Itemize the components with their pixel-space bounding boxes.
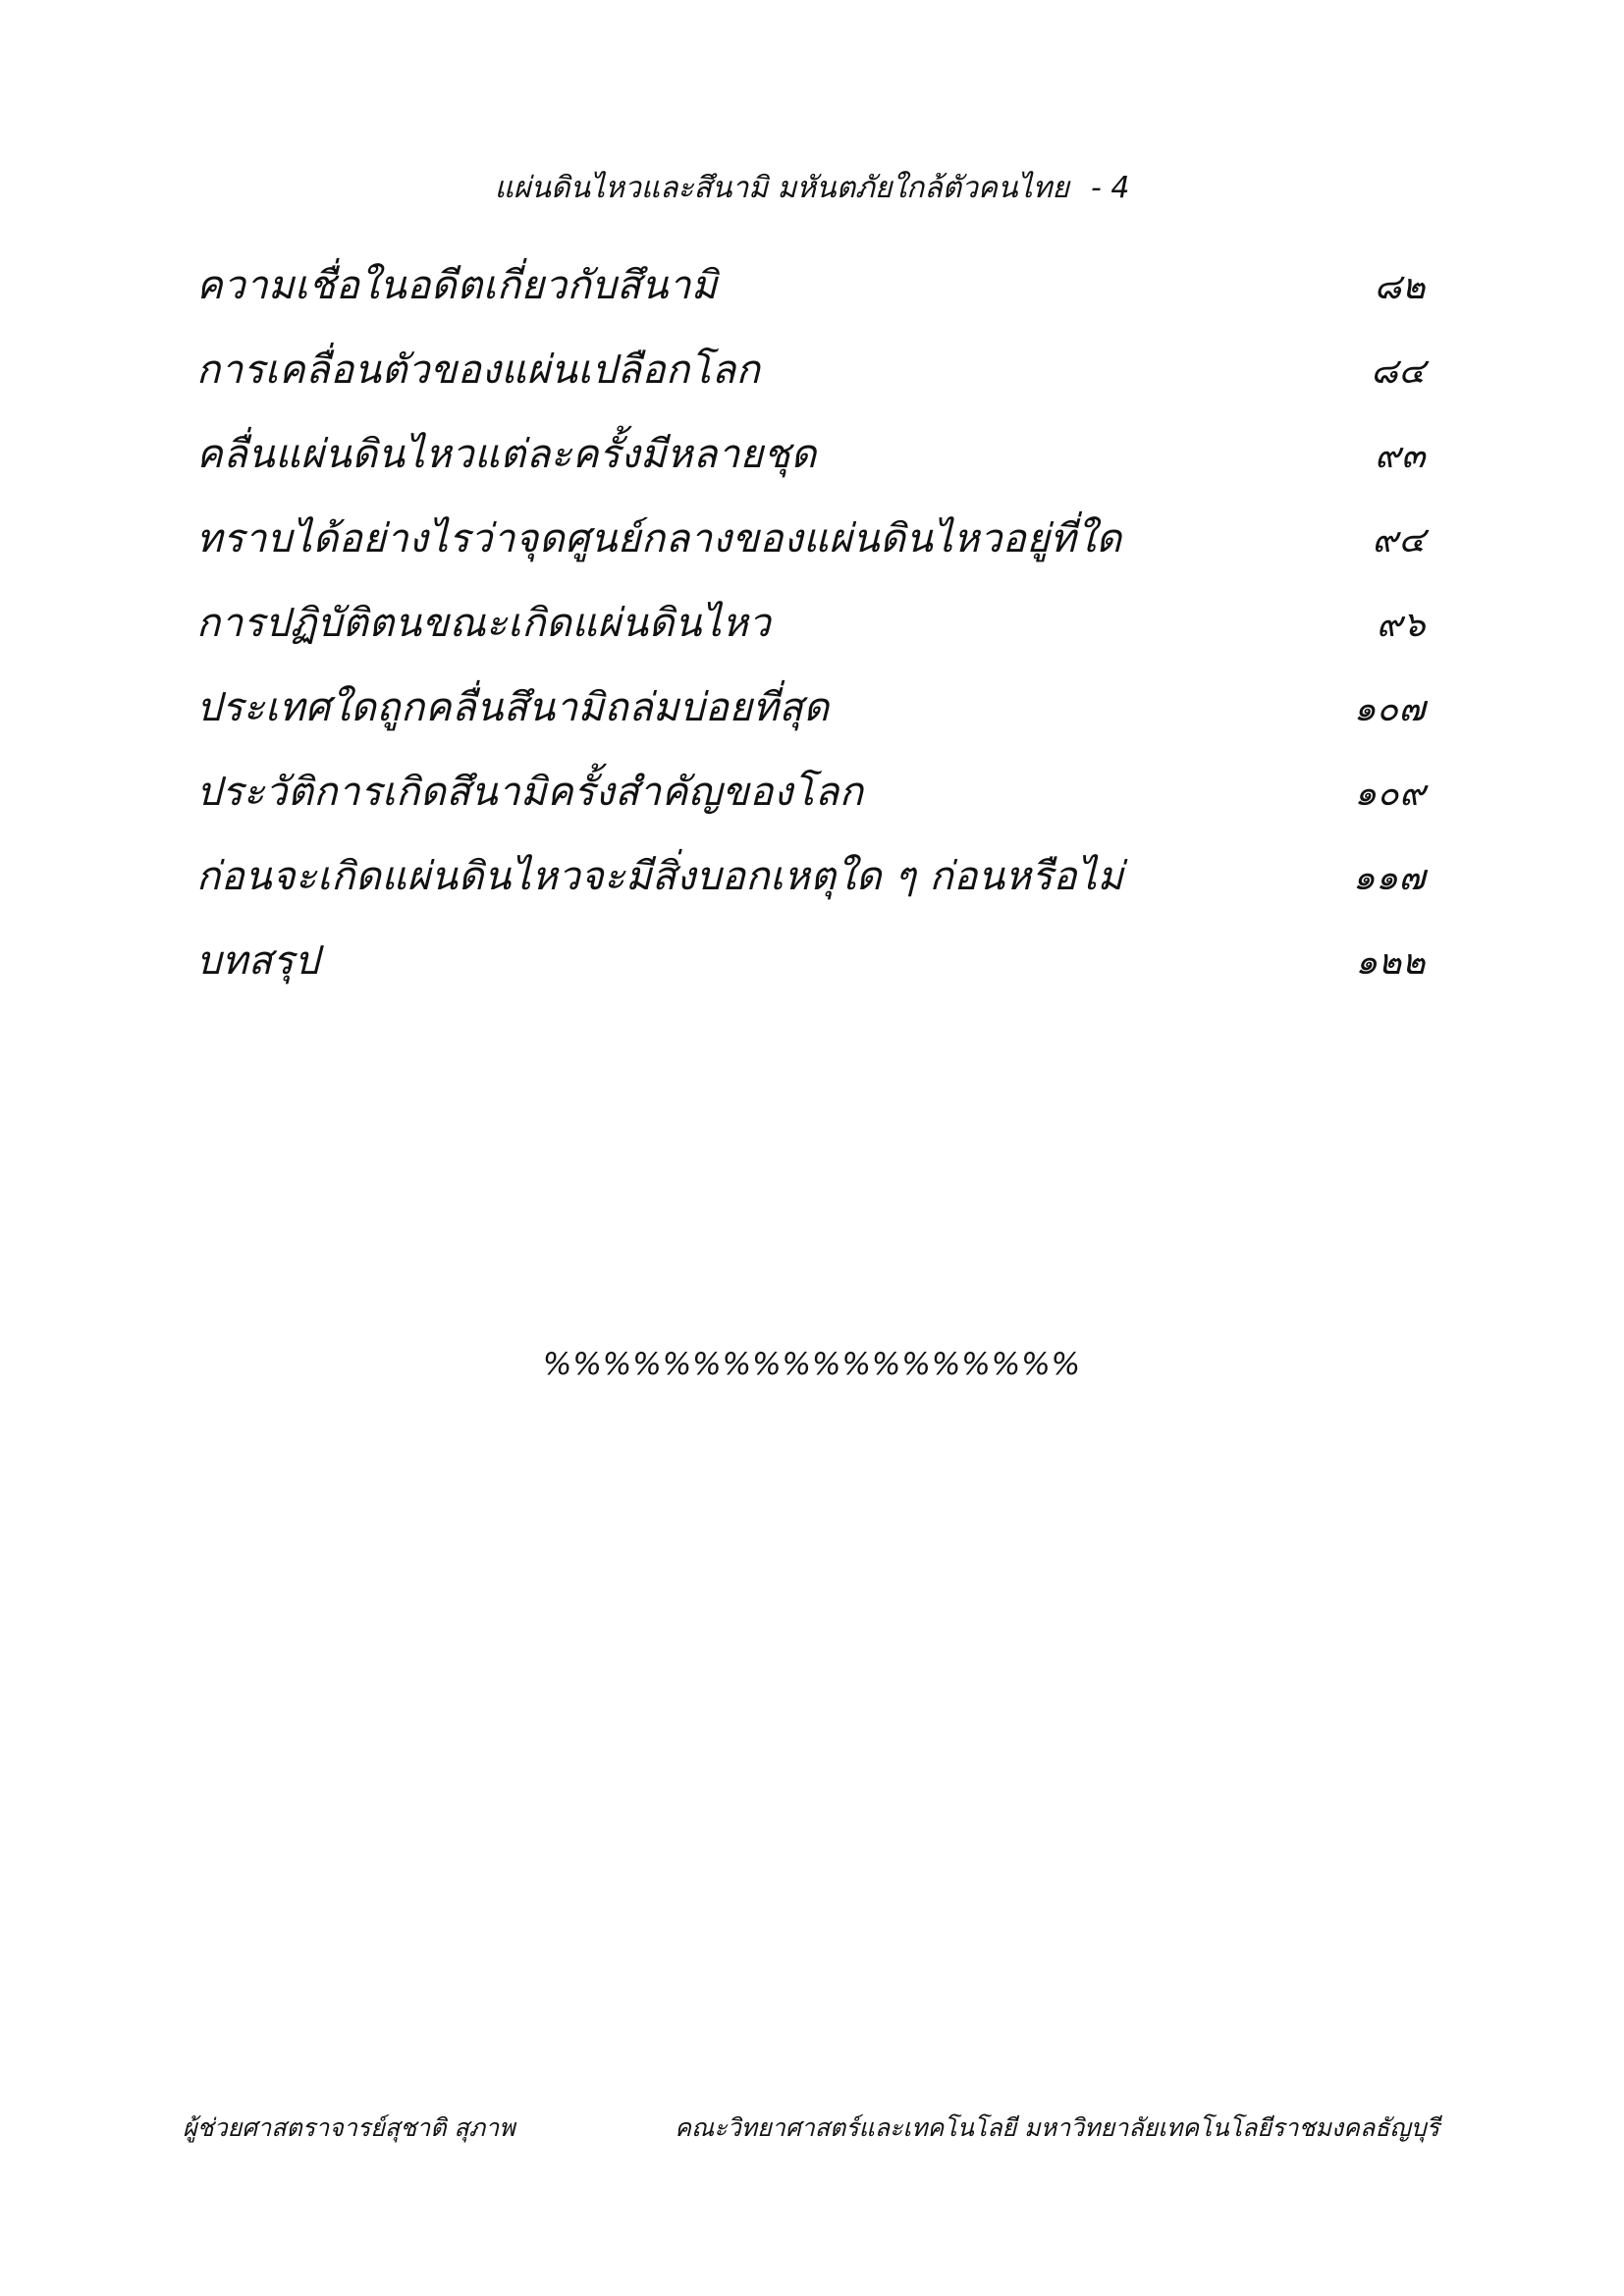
toc-entry-title: การเคลื่อนตัวของแผ่นเปลือกโลก [196,347,761,393]
toc-entry-page: ๘๔ [1370,351,1426,392]
toc-entry-title: ประเทศใดถูกคลื่นสึนามิถล่มบ่อยที่สุด [196,685,830,730]
toc-entry [196,243,1434,328]
toc-entry-title: ก่อนจะเกิดแผ่นดินไหวจะมีสิ่งบอกเหตุใด ๆ ก่อนหรือไม่ [196,854,1124,899]
page-header [0,165,1624,211]
toc-entry [196,581,1434,666]
toc-entry [196,919,1434,1003]
toc-entry-page: ๑๐๙ [1354,774,1426,814]
toc-entry-title: ความเชื่อในอดีตเกี่ยวกับสึนามิ [196,263,718,308]
header-page-ref: - 4 [1090,171,1130,205]
footer-author: ผู้ช่วยศาสตราจารย์สุชาติ สุภาพ [183,2113,515,2142]
toc-entry [196,328,1434,412]
toc-entry [196,412,1434,497]
toc-entry-title: ประวัติการเกิดสึนามิครั้งสำคัญของโลก [196,770,864,815]
toc-entry-page: ๙๓ [1375,436,1426,476]
footer-affiliation: คณะวิทยาศาสตร์และเทคโนโลยี มหาวิทยาลัยเทคโนโลยีราชมงคลธัญบุรี [675,2113,1439,2142]
header-title: แผ่นดินไหวและสึนามิ มหันตภัยใกล้ตัวคนไทย [494,171,1069,205]
toc-entry [196,497,1434,581]
section-divider: %%%%%%%%%%%%%%%%%% [542,1347,1082,1382]
table-of-contents [196,243,1434,1003]
toc-entry-page: ๑๐๗ [1353,689,1426,729]
toc-entry-page: ๑๑๗ [1352,858,1426,898]
toc-entry-title: ทราบได้อย่างไรว่าจุดศูนย์กลางของแผ่นดินไหวอยู่ที่ใด [196,516,1122,561]
toc-entry-page: ๘๒ [1374,267,1426,307]
toc-entry-page: ๙๖ [1376,605,1426,645]
toc-entry-title: คลื่นแผ่นดินไหวแต่ละครั้งมีหลายชุด [196,432,817,477]
toc-entry-title: บทสรุป [196,938,320,984]
toc-entry-title: การปฏิบัติตนขณะเกิดแผ่นดินไหว [196,601,772,646]
toc-entry [196,666,1434,750]
toc-entry-page: ๑๒๒ [1355,942,1426,983]
toc-entry [196,834,1434,919]
page-footer [183,2109,1439,2148]
toc-entry [196,750,1434,834]
toc-entry-page: ๙๔ [1372,520,1426,561]
